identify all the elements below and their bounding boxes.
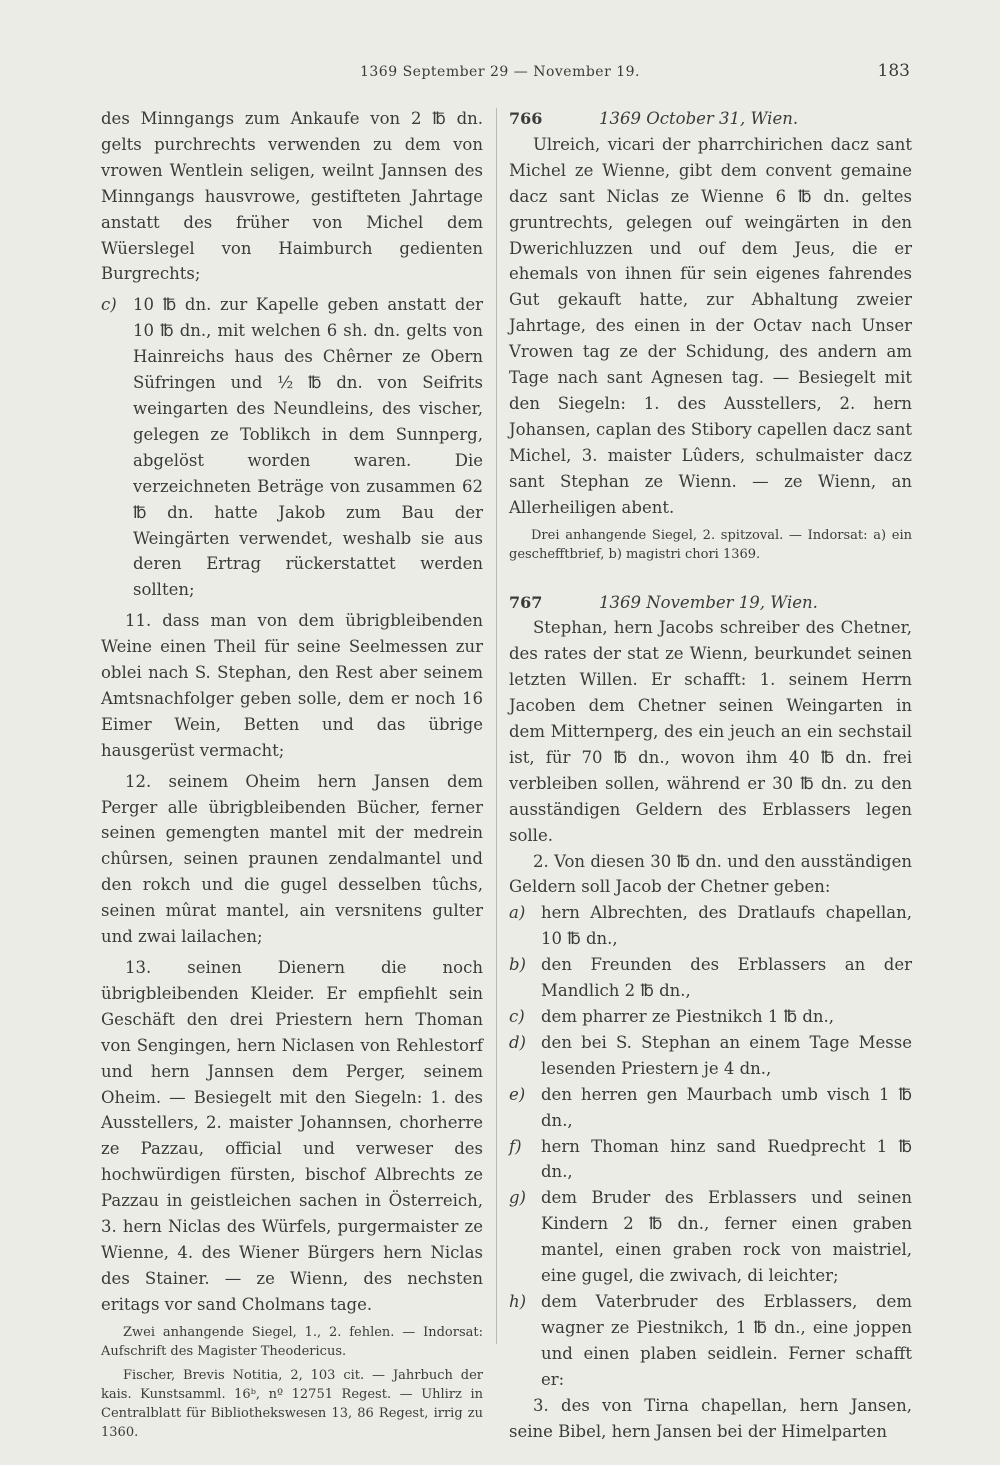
column-divider [496,108,497,1344]
list-item [509,1004,912,1030]
paragraph: 3. des von Tirna chapellan, hern Jansen, seine Bibel, hern Jansen bei der Himelparten [509,1395,912,1441]
document-heading [509,106,912,132]
list-item [509,1082,912,1134]
paragraph: des Minngangs zum Ankaufe von 2 ℔ dn. gelts purchrechts verwenden zu dem von vrowen Wentlein seligen, weilnt Jannsen des Minngangs hausvrowe, gestifteten Jahrtage anstatt des früher von Michel dem Wüerslegel von Haimburch gedienten Burgrechts; [101,109,483,284]
item-text: dem pharrer ze Piestnikch 1 ℔ dn., [541,1007,835,1026]
item-text: den bei S. Stephan an einem Tage Messe lesenden Priestern je 4 dn., [541,1032,912,1078]
item-label: h) [509,1291,527,1311]
list-item [509,1134,912,1186]
item-text: dem Vaterbruder des Erblassers, dem wagner ze Piestnikch, 1 ℔ dn., eine joppen und einen plaben seidlein. Ferner schafft er: [541,1291,912,1389]
item-label: d) [509,1032,526,1052]
item-label: b) [509,955,526,975]
footnote: Fischer, Brevis Notitia, 2, 103 cit. — Jahrbuch der kais. Kunstsamml. 16ᵇ, nº 12751 Regest. — Uhlirz in Centralblatt für Bibliothekswesen 13, 86 Regest, irrig zu 1360. [101,1367,483,1440]
list-item [101,292,483,603]
running-head: 1369 September 29 — November 19. [359,64,640,80]
item-text: den herren gen Maurbach umb visch 1 ℔ dn., [541,1084,912,1130]
paragraph: Ulreich, vicari der pharrchirichen dacz sant Michel ze Wienne, gibt dem convent gemaine dacz sant Niclas ze Wienne 6 ℔ dn. geltes gruntrechts, gelegen ouf weingärten in den Dwerichluzzen und ouf dem Jeus, die er ehemals von ihnen für sein eigenes fahrendes Gut gekauft hatte, zur Abhaltung zweier Jahrtage, des einen in der Octav nach Unser Vrowen tag ze der Schidung, des andern am Tage nach sant Agnesen tag. — Besiegelt mit den Siegeln: 1. des Ausstellers, 2. hern Johansen, caplan des Stibory capellen dacz sant Michel, 3. maister Lûders, schulmaister dacz sant Stephan ze Wienn. — ze Wienn, an Allerheiligen abent. [509,134,912,517]
paragraph: 12. seinem Oheim hern Jansen dem Perger alle übrigbleibenden Bücher, ferner seinen gemengten mantel mit der medrein chûrsen, seinen praunen zendalmantel und den rokch und die gugel desselben tûchs, seinen mûrat mantel, ain versnitens gulter und zwai lailachen; [101,771,483,947]
document-date: 1369 October 31, Wien. [599,109,799,128]
footnote: Zwei anhangende Siegel, 1., 2. fehlen. — Indorsat: Aufschrift des Magister Theodericus. [101,1324,483,1359]
right-column [509,106,912,1444]
item-label: c) [101,295,117,315]
list-item [509,1185,912,1289]
list-item [509,900,912,952]
list-item [509,1289,912,1393]
document-date: 1369 November 19, Wien. [599,592,818,612]
item-label: a) [509,903,526,923]
footnote: Drei anhangende Siegel, 2. spitzoval. — Indorsat: a) ein geschefftbrief, b) magistri chori 1369. [509,527,912,562]
item-text: hern Thoman hinz sand Ruedprecht 1 ℔ dn., [541,1136,912,1182]
item-label: c) [509,1007,525,1026]
paragraph: Stephan, hern Jacobs schreiber des Chetner, des rates der stat ze Wienn, beurkundet seinen letzten Willen. Er schafft: 1. seinem Herrn Jacoben dem Chetner seinen Weingarten in dem Mitternperg, des ein jeuch an ein sechstail ist, für 70 ℔ dn., wovon ihm 40 ℔ dn. frei verbleiben sollen, während er 30 ℔ dn. zu den ausständigen Geldern des Erblassers legen solle. [509,618,912,845]
document-heading [509,590,912,616]
paragraph: 11. dass man von dem übrigbleibenden Weine einen Theil für seine Seelmessen zur oblei nach S. Stephan, den Rest aber seinem Amtsnachfolger geben solle, dem er noch 16 Eimer Wein, Betten und das übrige hausgerüst vermacht; [101,611,483,760]
item-label: e) [509,1084,526,1104]
document-number: 766 [509,109,543,128]
page-number: 183 [877,61,910,81]
item-text: den Freunden des Erblassers an der Mandlich 2 ℔ dn., [541,955,912,1001]
item-text: 10 ℔ dn. zur Kapelle geben anstatt der 10 ℔ dn., mit welchen 6 sh. dn. gelts von Hainreichs haus des Chêrner ze Obern Süfringen und ½ ℔ dn. von Seifrits weingarten des Neundleins, des vischer, gelegen ze Toblikch in dem Sunnperg, abgelöst worden waren. Die verzeichneten Beträge von zusammen 62 ℔ dn. hatte Jakob zum Bau der Weingärten verwendet, weshalb sie aus deren Ertrag rückerstattet werden sollten; [133,295,483,600]
left-column [101,106,483,1442]
item-text: dem Bruder des Erblassers und seinen Kindern 2 ℔ dn., ferner einen graben mantel, einen graben rock von maistriel, eine gugel, die zwivach, di leichter; [541,1188,912,1286]
document-number: 767 [509,592,543,612]
item-label: g) [509,1188,526,1208]
list-item [509,1030,912,1082]
paragraph: 2. Von diesen 30 ℔ dn. und den ausständigen Geldern soll Jacob der Chetner geben: [509,851,912,897]
item-text: hern Albrechten, des Dratlaufs chapellan, 10 ℔ dn., [541,903,912,949]
paragraph: 13. seinen Dienern die noch übrigbleibenden Kleider. Er empfiehlt sein Geschäft den drei Priestern hern Thoman von Sengingen, hern Niclasen von Rehlestorf und hern Jannsen dem Perger, seinem Oheim. — Besiegelt mit den Siegeln: 1. des Ausstellers, 2. maister Johannsen, chorherre ze Pazzau, official und verweser des hochwürdigen fürsten, bischof Albrechts ze Pazzau in geistleichen sachen in Österreich, 3. hern Niclas des Würfels, purgermaister ze Wienne, 4. des Wiener Bürgers hern Niclas des Stainer. — ze Wienn, des nechsten eritags vor sand Cholmans tage. [101,958,483,1314]
list-item [509,952,912,1004]
item-label: f) [509,1136,522,1156]
